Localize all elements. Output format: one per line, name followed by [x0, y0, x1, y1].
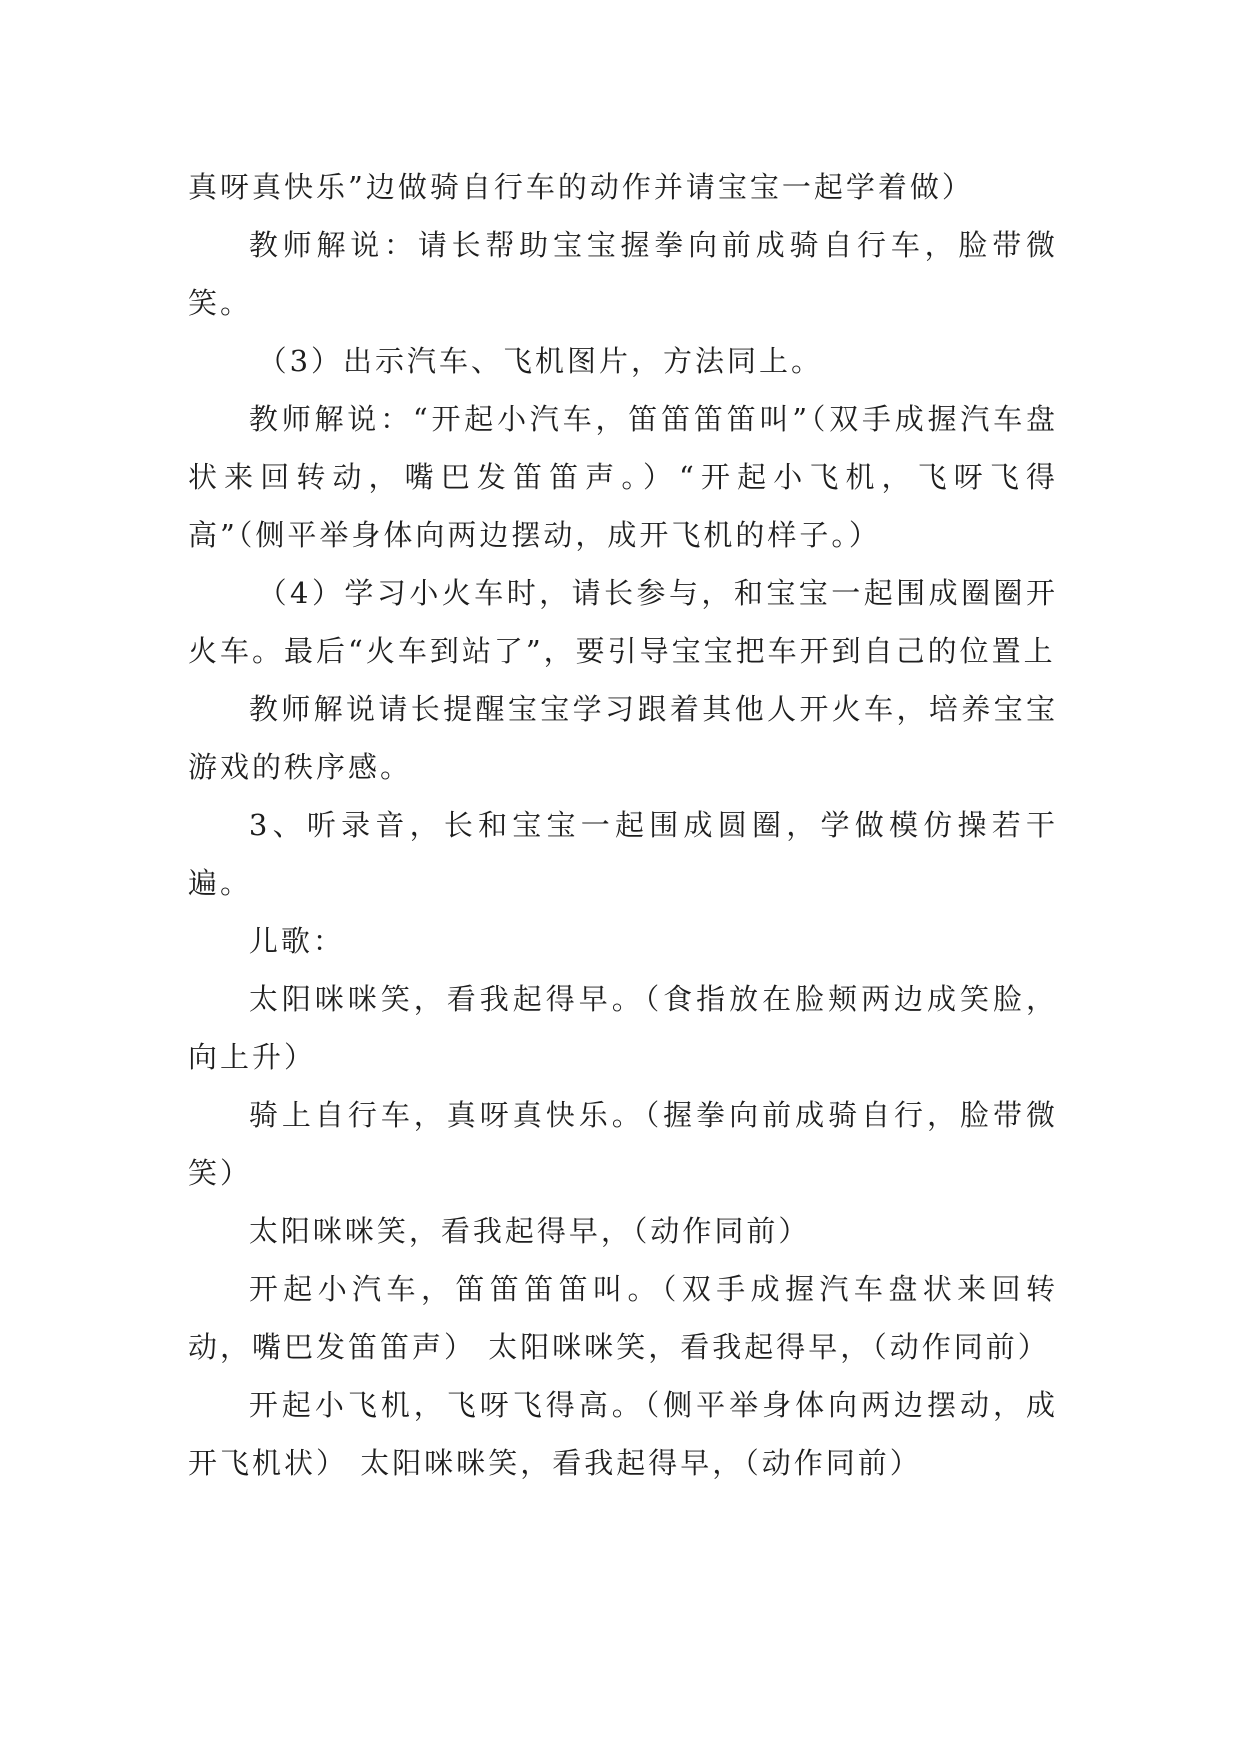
paragraph-rhyme-line-1: 太阳咪咪笑，看我起得早。（食指放在脸颊两边成笑脸，向上升） [188, 982, 1058, 1074]
paragraph-rhyme-heading: 儿歌： [248, 924, 345, 958]
paragraph-rhyme-line-5: 开起小飞机，飞呀飞得高。（侧平举身体向两边摆动，成开飞机状） 太阳咪咪笑，看我起得早，（动作同前） [188, 1388, 1058, 1480]
paragraph-teacher-note-2: 教师解说：“开起小汽车，笛笛笛笛叫”（双手成握汽车盘状来回转动，嘴巴发笛笛声。）“开起小飞机，飞呀飞得高”（侧平举身体向两边摆动，成开飞机的样子。） [188, 402, 1058, 552]
paragraph-rhyme-line-4: 开起小汽车，笛笛笛笛叫。（双手成握汽车盘状来回转动，嘴巴发笛笛声） 太阳咪咪笑，看我起得早，（动作同前） [188, 1272, 1058, 1364]
paragraph-continuation: 真呀真快乐”边做骑自行车的动作并请宝宝一起学着做） [188, 170, 974, 204]
paragraph-step-3: （3）出示汽车、飞机图片，方法同上。 [257, 344, 824, 378]
paragraph-teacher-note-1: 教师解说：请长帮助宝宝握拳向前成骑自行车，脸带微笑。 [188, 228, 1058, 320]
paragraph-rhyme-line-3: 太阳咪咪笑，看我起得早，（动作同前） [248, 1214, 811, 1248]
paragraph-section-3: 3、听录音，长和宝宝一起围成圆圈，学做模仿操若干遍。 [188, 808, 1058, 900]
paragraph-step-4: （4）学习小火车时，请长参与，和宝宝一起围成圈圈开火车。最后“火车到站了”，要引导宝宝把车开到自己的位置上 [188, 576, 1058, 668]
paragraph-teacher-note-3: 教师解说请长提醒宝宝学习跟着其他人开火车，培养宝宝游戏的秩序感。 [188, 692, 1058, 784]
paragraph-rhyme-line-2: 骑上自行车，真呀真快乐。（握拳向前成骑自行，脸带微笑） [188, 1098, 1058, 1190]
document-body [188, 158, 1058, 1492]
